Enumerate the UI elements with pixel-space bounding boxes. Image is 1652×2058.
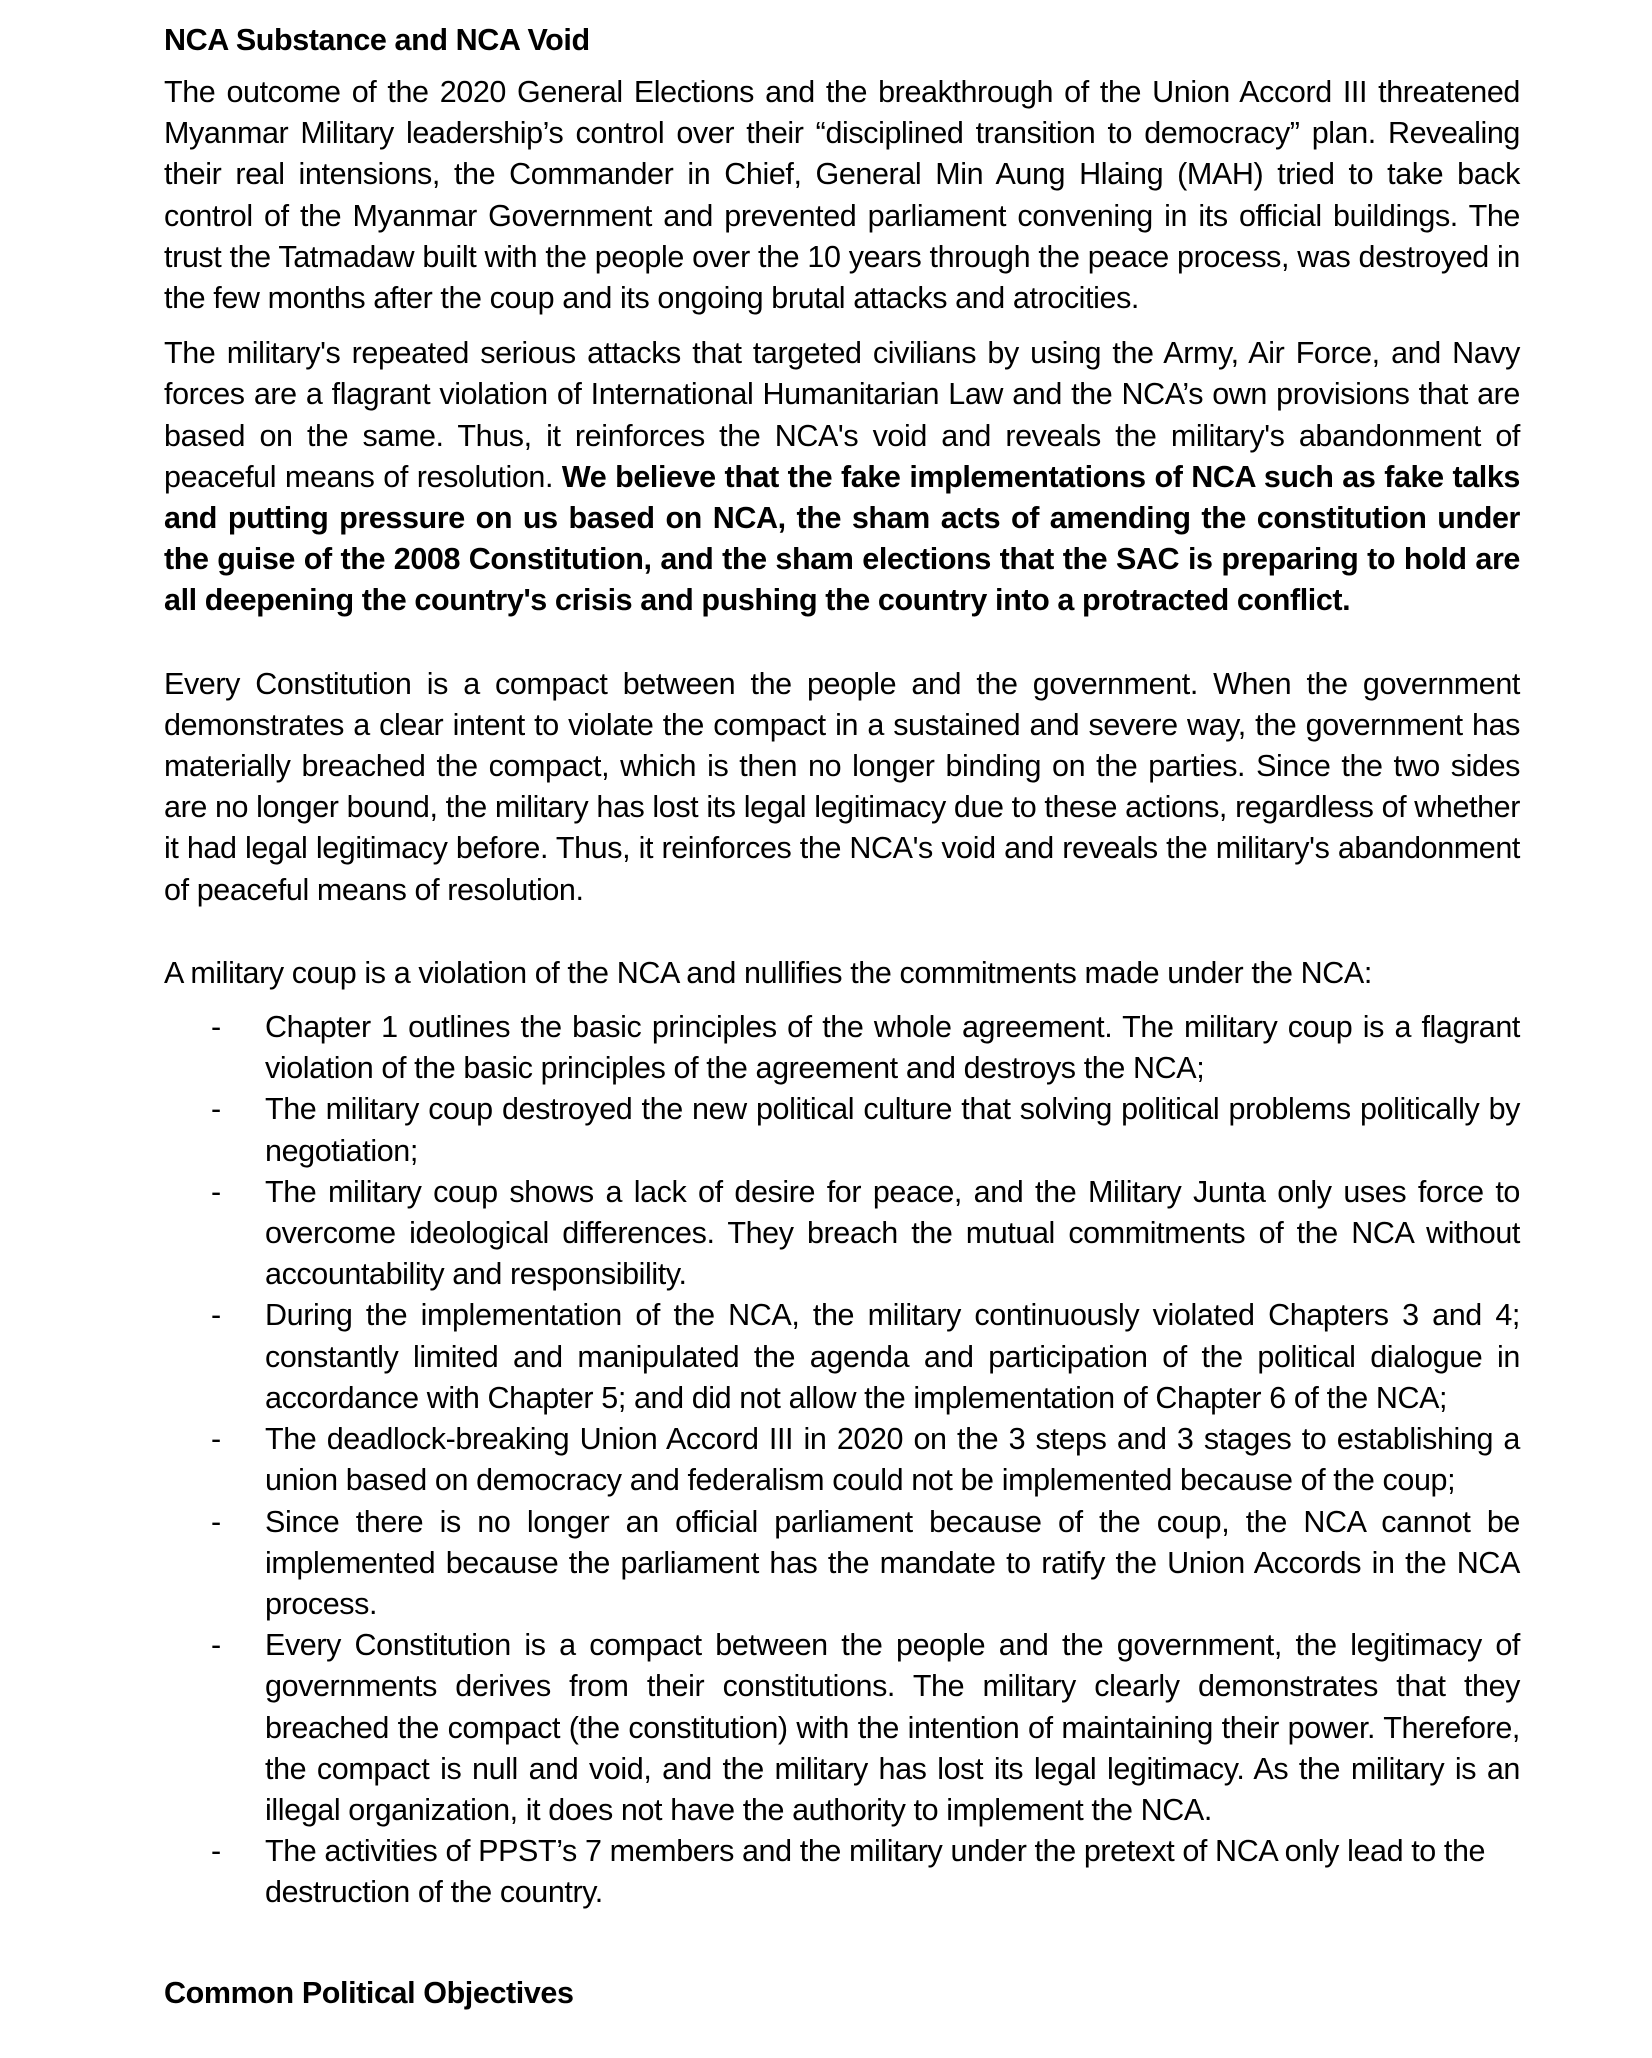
spacer bbox=[164, 622, 1520, 664]
coup-violations-list bbox=[164, 1007, 1520, 1913]
list-item-text: The deadlock-breaking Union Accord III in 2020 on the 3 steps and 3 stages to establishing a union based on democracy and federalism could not be implemented because of the coup; bbox=[265, 1422, 1520, 1498]
dash-bullet-icon: - bbox=[211, 1834, 221, 1869]
list-item-text: Chapter 1 outlines the basic principles of the whole agreement. The military coup is a flagrant violation of the basic principles of the agreement and destroys the NCA; bbox=[265, 1010, 1520, 1086]
list-item bbox=[164, 1625, 1520, 1831]
list-item bbox=[164, 1831, 1520, 1913]
list-item bbox=[164, 1089, 1520, 1171]
list-item bbox=[164, 1007, 1520, 1089]
list-item bbox=[164, 1502, 1520, 1626]
dash-bullet-icon: - bbox=[211, 1504, 221, 1539]
paragraph-election-outcome: The outcome of the 2020 General Elections and the breakthrough of the Union Accord III threatened Myanmar Military leadership’s control over their “disciplined transition to democracy” plan. Revealing their real intensions, the Commander in Chief, General Min Aung Hlaing (MAH) tried to take back control of the Myanmar Government and prevented parliament convening in its official buildings. The trust the Tatmadaw built with the people over the 10 years through the peace process, was destroyed in the few months after the coup and its ongoing brutal attacks and atrocities. bbox=[164, 75, 1520, 316]
list-item bbox=[164, 1172, 1520, 1296]
list-item bbox=[164, 1295, 1520, 1419]
list-item-text: During the implementation of the NCA, the military continuously violated Chapters 3 and 4; constantly limited and manipulated the agenda and participation of the political dialogue in accordance with Chapter 5; and did not allow the implementation of Chapter 6 of the NCA; bbox=[265, 1298, 1520, 1415]
list-item-text: The activities of PPST’s 7 members and the military under the pretext of NCA only lead to the destruction of the country. bbox=[265, 1834, 1486, 1910]
section-heading-nca-substance: NCA Substance and NCA Void bbox=[164, 23, 590, 57]
dash-bullet-icon: - bbox=[211, 1010, 221, 1045]
list-item bbox=[164, 1419, 1520, 1501]
dash-bullet-icon: - bbox=[211, 1298, 221, 1333]
paragraph-military-attacks-text: The military's repeated serious attacks that targeted civilians by using the Army, Air Force, and Navy forces are a flagrant violation of International Humanitarian Law and the NCA’s own provisions that are based on the same. Thus, it reinforces the NCA's void and reveals the military's abandonment of peaceful means of resolution. bbox=[164, 336, 1520, 494]
list-item-text: The military coup destroyed the new political culture that solving political problems politically by negotiation; bbox=[265, 1092, 1520, 1168]
paragraph-military-attacks bbox=[164, 333, 1520, 621]
list-item-text: The military coup shows a lack of desire for peace, and the Military Junta only uses force to overcome ideological differences. They breach the mutual commitments of the NCA without accountability and responsibility. bbox=[265, 1174, 1520, 1292]
dash-bullet-icon: - bbox=[211, 1628, 221, 1663]
dash-bullet-icon: - bbox=[211, 1092, 221, 1127]
list-item-text: Every Constitution is a compact between the people and the government, the legitimacy of governments derives from their constitutions. The military clearly demonstrates that they breached the compact (the constitution) with the intention of maintaining their power. Therefore, the compact is null and void, and the military has lost its legal legitimacy. As the military is an illegal organization, it does not have the authority to implement the NCA. bbox=[265, 1628, 1520, 1827]
dash-bullet-icon: - bbox=[211, 1422, 221, 1457]
list-item-text: Since there is no longer an official parliament because of the coup, the NCA cannot be implemented because the parliament has the mandate to ratify the Union Accords in the NCA process. bbox=[265, 1504, 1520, 1621]
spacer bbox=[164, 911, 1520, 953]
spacer bbox=[164, 319, 1520, 333]
document-page bbox=[164, 18, 1520, 2025]
dash-bullet-icon: - bbox=[211, 1174, 221, 1209]
paragraph-military-attacks-emphasis: We believe that the fake implementations of NCA such as fake talks and putting pressure on us based on NCA, the sham acts of amending the constitution under the guise of the 2008 Constitution, and the sham elections that the SAC is preparing to hold are all deepening the country's crisis and pushing the country into a protracted conflict. bbox=[164, 459, 1520, 618]
section-heading-common-objectives: Common Political Objectives bbox=[164, 1975, 574, 2010]
list-intro: A military coup is a violation of the NCA and nullifies the commitments made under the NCA: bbox=[164, 955, 1372, 990]
paragraph-constitution-compact: Every Constitution is a compact between the people and the government. When the government demonstrates a clear intent to violate the compact in a sustained and severe way, the government has materially breached the compact, which is then no longer binding on the parties. Since the two sides are no longer bound, the military has lost its legal legitimacy due to these actions, regardless of whether it had legal legitimacy before. Thus, it reinforces the NCA's void and reveals the military's abandonment of peaceful means of resolution. bbox=[164, 666, 1520, 907]
